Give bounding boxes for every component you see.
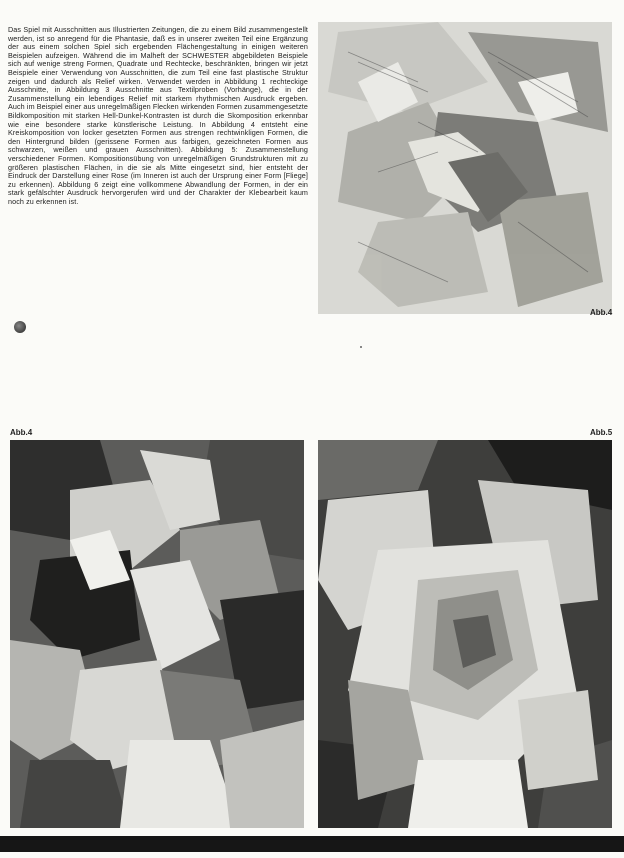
rose-collage-image xyxy=(318,440,612,828)
figure-caption-bottom-left: Abb.4 xyxy=(10,428,33,437)
figure-stone-collage xyxy=(10,440,304,828)
figure-feather-collage xyxy=(318,22,612,314)
figure-rose-collage xyxy=(318,440,612,828)
figure-caption-top: Abb.4 xyxy=(590,308,613,317)
bottom-bar xyxy=(0,836,624,852)
bullet-icon xyxy=(14,321,26,333)
feather-collage-image xyxy=(318,22,612,314)
article-text xyxy=(8,26,308,318)
article-paragraph: Das Spiel mit Ausschnitten aus Illustrierten Zeitungen, die zu einem Bild zusammengestellt werden, ist so anregend für die Phantasie, daß es in unserer zweiten Teil eine Ergänzung der aus einem solchen Spiel sich ergebenden Flächengestaltung in einigen weiteren Beispielen aufzeigen. Während die im Malheft der SCHWESTER abgebildeten Beispiele sich auf wenige streng Formen, Quadrate und Rechtecke, beschränkten, bringen wir jetzt Beispiele einer Verwendung von Ausschnitten, die zum Teil eine fast plastische Struktur zeigen und dadurch als Relief wirken. Verwendet werden in Abbildung 1 rechteckige Ausschnitte, in Abbildung 3 Ausschnitte aus Textilproben (Vorhänge), die in der Zusammenstellung ein lebendiges Relief mit starkem rhythmischen Ausdruck ergeben. Auch im Beispiel einer aus unregelmäßigen Flecken wirkenden Formen zusammengesetzte Bildkomposition mit starken Hell-Dunkel-Kontrasten ist durch die Skomposition erkennbar wie eine besondere starke künstlerische Leistung. In Abbildung 4 entsteht eine Kreiskomposition von locker gesetzten Formen aus strengen rechtwinkligen Formen, die den Hintergrund bilden (gerissene Formen aus farbigen, gezeichneten Formen aus schwarzen, weißen und grauen Ausschnitten). Abbildung 5: Zusammenstellung verschiedener Formen. Kompositionsübung von unregelmäßigen Grundstrukturen mit zu größeren plastischen Flächen, in die sie als Mitte eingesetzt sind, hier entsteht der Eindruck der Darstellung einer Rose (im Inneren ist auch der Ursprung einer Form [Fliege] zu erkennen). Abbildung 6 zeigt eine vollkommene Abwandlung der Formen, in der ein stark gefälschter Ausdruck hervorgerufen wird und der Charakter der Klebearbeit kaum noch zu erkennen ist. xyxy=(8,26,308,206)
figure-caption-bottom-right: Abb.5 xyxy=(590,428,613,437)
stone-collage-image xyxy=(10,440,304,828)
speck-mark xyxy=(360,346,362,348)
